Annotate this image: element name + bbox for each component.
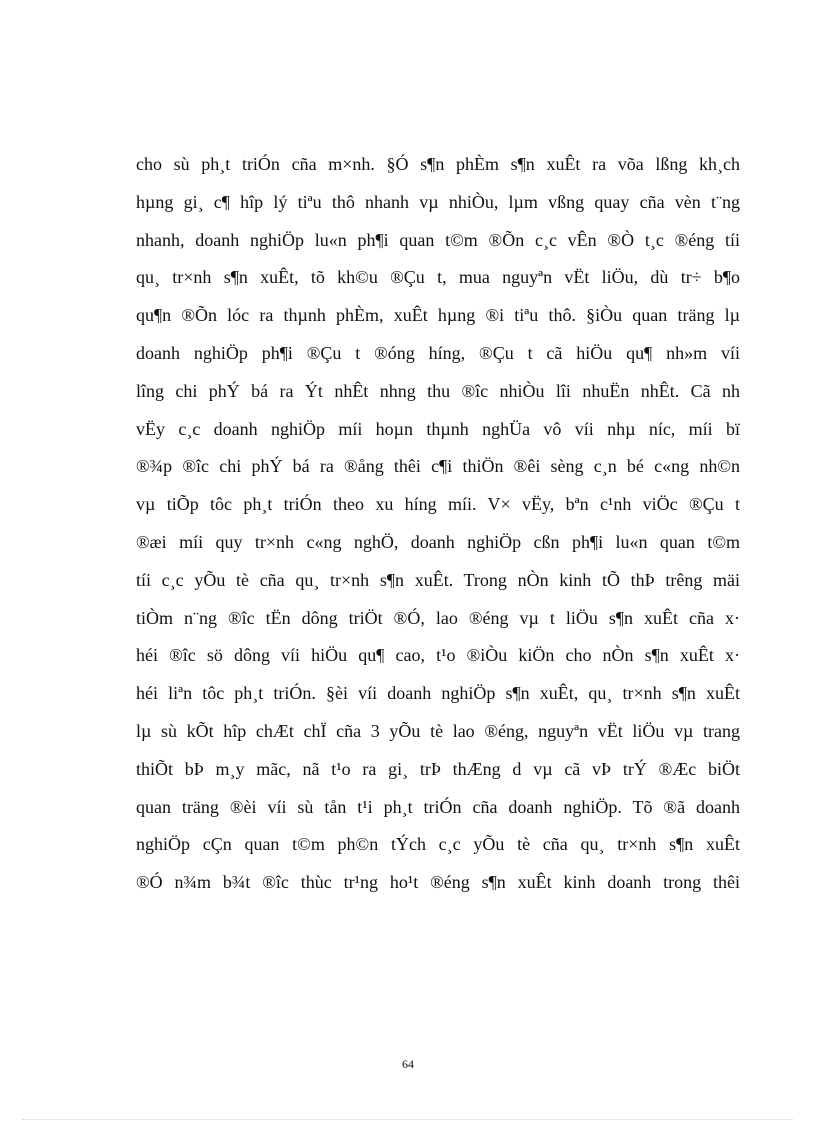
text-line: nhanh, doanh nghiÖp lu«n ph¶i quan t©m ®Õn c¸c vÊn ®Ò t¸c ®éng tíi: [136, 229, 740, 250]
text-line: ®Ó n¾m b¾t ®îc thùc tr¹ng ho¹t ®éng s¶n xuÊt kinh doanh trong thêi: [136, 872, 740, 893]
text-line: lµ sù kÕt hîp chÆt chÏ cña 3 yÕu tè lao ®éng, nguyªn vËt liÖu vµ trang: [136, 720, 740, 741]
text-line: vµ tiÕp tôc ph¸t triÓn theo xu híng míi. V× vËy, bªn c¹nh viÖc ®Çu t: [136, 494, 740, 515]
text-line: ®¾p ®îc chi phÝ bá ra ®ång thêi c¶i thiÖn ®êi sèng c¸n bé c«ng nh©n: [136, 456, 740, 477]
text-line: héi ®îc sö dông víi hiÖu qu¶ cao, t¹o ®iÒu kiÖn cho nÒn s¶n xuÊt x·: [136, 645, 740, 666]
text-line: hµng gi¸ c¶ hîp lý tiªu thô nhanh vµ nhiÒu, lµm vßng quay cña vèn t¨ng: [136, 191, 740, 212]
text-line: ®æi míi quy tr×nh c«ng nghÖ, doanh nghiÖp cßn ph¶i lu«n quan t©m: [136, 531, 740, 552]
body-paragraph: [136, 146, 740, 902]
text-line: tíi c¸c yÕu tè cña qu¸ tr×nh s¶n xuÊt. Trong nÒn kinh tÕ thÞ trêng mäi: [136, 569, 740, 590]
text-line: vËy c¸c doanh nghiÖp míi hoµn thµnh nghÜa vô víi nhµ níc, míi bï: [136, 418, 740, 439]
text-line: quan träng ®èi víi sù tån t¹i ph¸t triÓn cña doanh nghiÖp. Tõ ®ã doanh: [136, 796, 740, 817]
text-line: lîng chi phÝ bá ra Ýt nhÊt nhng thu ®îc nhiÒu lîi nhuËn nhÊt. Cã nh: [136, 380, 740, 401]
text-line: nghiÖp cÇn quan t©m ph©n tÝch c¸c yÕu tè cña qu¸ tr×nh s¶n xuÊt: [136, 834, 740, 855]
footer-divider: [22, 1119, 794, 1120]
text-line: thiÕt bÞ m¸y mãc, nã t¹o ra gi¸ trÞ thÆng d vµ cã vÞ trÝ ®Æc biÖt: [136, 758, 740, 779]
page-number: 64: [402, 1057, 414, 1071]
text-line: qu¸ tr×nh s¶n xuÊt, tõ kh©u ®Çu t, mua nguyªn vËt liÖu, dù tr÷ b¶o: [136, 267, 740, 288]
text-line: doanh nghiÖp ph¶i ®Çu t ®óng híng, ®Çu t cã hiÖu qu¶ nh»m víi: [136, 342, 740, 363]
text-line: tiÒm n¨ng ®îc tËn dông triÖt ®Ó, lao ®éng vµ t liÖu s¶n xuÊt cña x·: [136, 607, 740, 628]
text-line: qu¶n ®Õn lóc ra thµnh phÈm, xuÊt hµng ®i tiªu thô. §iÒu quan träng lµ: [136, 305, 740, 326]
text-line: héi liªn tôc ph¸t triÓn. §èi víi doanh nghiÖp s¶n xuÊt, qu¸ tr×nh s¶n xuÊt: [136, 683, 740, 704]
text-line: cho sù ph¸t triÓn cña m×nh. §Ó s¶n phÈm s¶n xuÊt ra võa lßng kh¸ch: [136, 154, 740, 174]
